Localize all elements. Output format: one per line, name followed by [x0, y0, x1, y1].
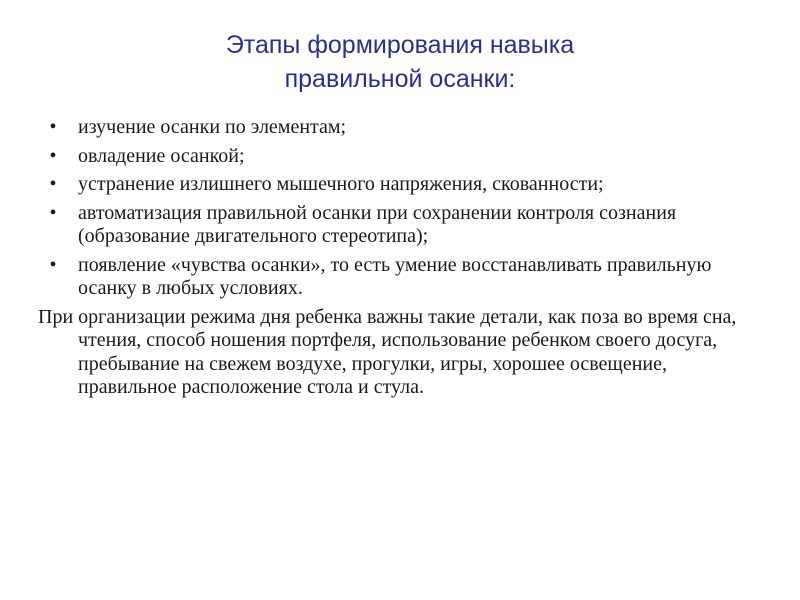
bullet-list [38, 116, 768, 301]
title-line-1: Этапы формирования навыка [225, 31, 575, 59]
bullet-text: устранение излишнего мышечного напряжения, скованности; [78, 173, 604, 195]
bullet-text: изучение осанки по элементам; [78, 116, 347, 138]
bullet-icon: • [49, 173, 57, 195]
bullet-icon: • [49, 116, 57, 138]
bullet-icon: • [49, 253, 57, 276]
list-item [38, 173, 768, 197]
list-item [38, 254, 768, 301]
slide-content [38, 116, 768, 400]
title-line-2: правильной осанки: [284, 65, 516, 93]
slide-title [60, 28, 740, 96]
bullet-icon: • [49, 201, 57, 224]
bullet-text: овладение осанкой; [78, 144, 245, 167]
bullet-text: автоматизация правильной осанки при сохранении контроля сознания (образование двигательного стереотипа); [78, 201, 677, 247]
bullet-text: появление «чувства осанки», то есть умение восстанавливать правильную осанку в любых условиях. [78, 253, 712, 299]
bullet-icon: • [49, 144, 57, 167]
list-item [38, 145, 768, 169]
list-item [38, 202, 768, 249]
body-paragraph: При организации режима дня ребенка важны такие детали, как поза во время сна, чтения, способ ношения портфеля, использование ребенком своего досуга, пребывание на свежем воздухе, прогулки, игры, хорошее освещение, правильное расположение стола и стула. [38, 305, 737, 398]
list-item [38, 116, 768, 140]
